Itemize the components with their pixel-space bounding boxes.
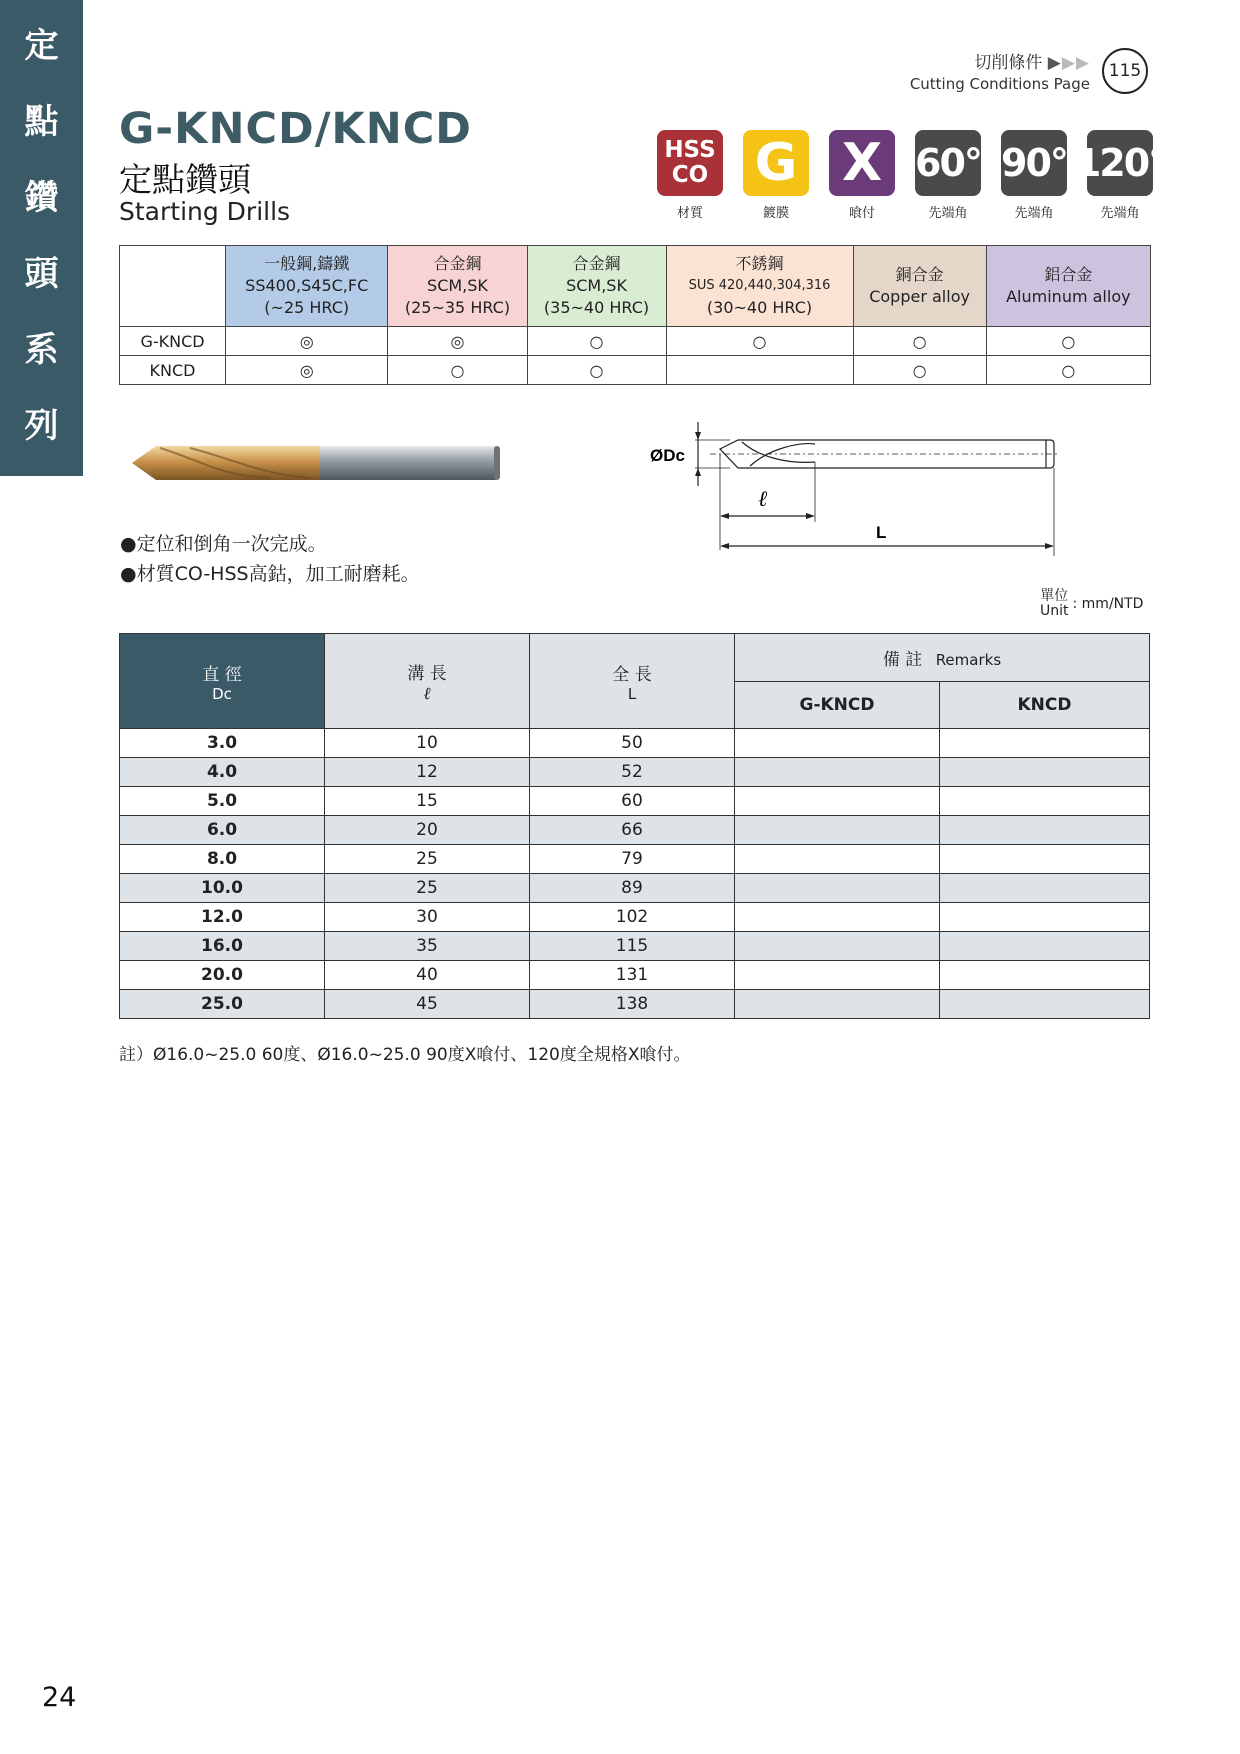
side-tab-char: 頭 <box>24 254 59 294</box>
angle-90-icon: 90° <box>1001 130 1067 196</box>
suitability-mark: ○ <box>986 327 1150 356</box>
feature-bullets <box>120 529 420 589</box>
badge-material <box>657 130 723 221</box>
table-row: 25.0 45 138 <box>120 990 1150 1019</box>
side-tab-char: 列 <box>24 406 59 446</box>
material-header-row <box>120 246 1151 327</box>
table-row: 8.0 25 79 <box>120 845 1150 874</box>
suitability-mark: ○ <box>853 356 986 385</box>
product-title-zh: 定點鑽頭 <box>119 160 251 199</box>
gkncd-remark-header: G-KNCD <box>735 681 940 729</box>
badge-caption: 先端角 <box>928 206 968 221</box>
x-thinning-icon: X <box>829 130 895 196</box>
coating-g-icon: G <box>743 130 809 196</box>
bullet-item: ●材質CO-HSS高鈷，加工耐磨耗。 <box>120 563 420 585</box>
table-row: 10.0 25 89 <box>120 874 1150 903</box>
suitability-mark: ◎ <box>226 327 388 356</box>
material-header: 合金鋼 SCM,SK (25~35 HRC) <box>388 246 527 327</box>
table-row: 20.0 40 131 <box>120 961 1150 990</box>
diameter-header: 直 徑 Dc <box>120 634 325 729</box>
suitability-mark: ○ <box>666 327 853 356</box>
total-length-header: 全 長 L <box>530 634 735 729</box>
badge-coating <box>743 130 809 221</box>
drill-photo <box>130 438 510 488</box>
material-header: 一般鋼,鑄鐵 SS400,S45C,FC (~25 HRC) <box>226 246 388 327</box>
model-name: G-KNCD <box>120 327 226 356</box>
remarks-header: 備 註 Remarks <box>735 634 1150 682</box>
spec-header-row <box>120 634 1150 682</box>
suitability-mark: ○ <box>853 327 986 356</box>
total-length-label: L <box>876 523 887 542</box>
kncd-remark-header: KNCD <box>940 681 1150 729</box>
side-tab-char: 系 <box>24 330 59 370</box>
material-row <box>120 327 1151 356</box>
badge-x-thinning <box>829 130 895 221</box>
side-tab-char: 定 <box>24 26 59 66</box>
badge-angle-90 <box>1001 130 1067 221</box>
cutting-conditions-ref <box>910 48 1090 93</box>
model-name: KNCD <box>120 356 226 385</box>
suitability-mark: ○ <box>527 356 666 385</box>
specification-table <box>119 633 1150 1019</box>
angle-60-icon: 60° <box>915 130 981 196</box>
cutting-conditions-en: Cutting Conditions Page <box>909 75 1090 93</box>
footnote: 註）Ø16.0~25.0 60度、Ø16.0~25.0 90度X喰付、120度全規格X喰付。 <box>119 1045 691 1065</box>
arrow-icons: ▶▶▶ <box>1047 53 1090 73</box>
table-row: 4.0 12 52 <box>120 758 1150 787</box>
side-tab-char: 鑽 <box>24 178 59 218</box>
material-suitability-table <box>119 245 1151 385</box>
badge-caption: 材質 <box>676 206 703 221</box>
dimension-drawing <box>650 418 1070 568</box>
product-subtitle: Starting Drills <box>119 197 291 226</box>
flute-length-header: 溝 長 ℓ <box>325 634 530 729</box>
badge-caption: 先端角 <box>1100 206 1140 221</box>
badge-angle-60 <box>915 130 981 221</box>
suitability-mark: ○ <box>986 356 1150 385</box>
product-title-en: G-KNCD/KNCD <box>119 104 472 154</box>
suitability-mark <box>666 356 853 385</box>
dc-label: ØDc <box>650 446 685 465</box>
suitability-mark: ○ <box>388 356 527 385</box>
badge-angle-120 <box>1074 130 1166 221</box>
material-row <box>120 356 1151 385</box>
suitability-mark: ○ <box>527 327 666 356</box>
hss-co-icon: HSS CO <box>657 130 723 196</box>
page-number: 24 <box>42 1682 77 1713</box>
table-row: 12.0 30 102 <box>120 903 1150 932</box>
table-row: 3.0 10 50 <box>120 729 1150 758</box>
table-row: 16.0 35 115 <box>120 932 1150 961</box>
badge-caption: 先端角 <box>1014 206 1054 221</box>
material-header: 鋁合金 Aluminum alloy <box>986 246 1150 327</box>
angle-120-icon: 120° <box>1087 130 1153 196</box>
badge-caption: 鍍膜 <box>762 206 789 221</box>
cutting-conditions-zh: 切削條件 <box>974 53 1043 73</box>
side-tab-char: 點 <box>24 102 59 142</box>
suitability-mark: ◎ <box>388 327 527 356</box>
material-header: 不銹鋼 SUS 420,440,304,316 (30~40 HRC) <box>666 246 853 327</box>
badge-caption: 喰付 <box>848 206 875 221</box>
unit-label: 單位 Unit : mm/NTD <box>1040 588 1144 619</box>
cutting-conditions-page-link[interactable]: 115 <box>1102 48 1148 94</box>
table-row: 6.0 20 66 <box>120 816 1150 845</box>
material-header: 合金鋼 SCM,SK (35~40 HRC) <box>527 246 666 327</box>
feature-badges <box>657 130 1173 221</box>
material-header: 銅合金 Copper alloy <box>853 246 986 327</box>
suitability-mark: ◎ <box>226 356 388 385</box>
bullet-item: ●定位和倒角一次完成。 <box>120 533 327 555</box>
table-row: 5.0 15 60 <box>120 787 1150 816</box>
flute-length-label: ℓ <box>758 487 768 512</box>
side-category-tab <box>0 0 83 476</box>
